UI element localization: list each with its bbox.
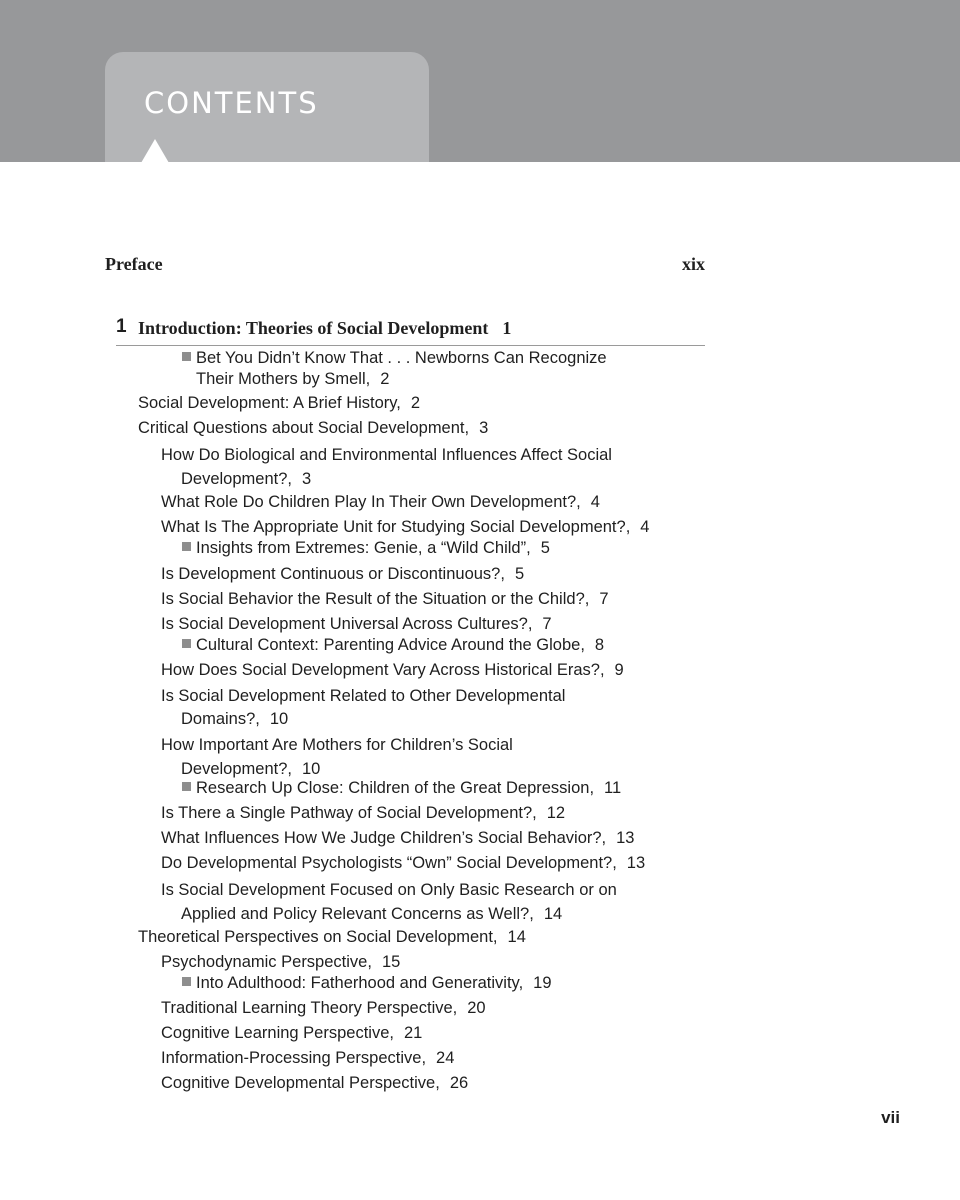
- page-number: vii: [881, 1108, 900, 1127]
- toc-entry: [161, 878, 617, 926]
- toc-entry: [138, 418, 488, 439]
- toc-entry-title: Cognitive Developmental Perspective,: [161, 1074, 440, 1092]
- toc-entry: [138, 393, 420, 414]
- toc-entry: [161, 853, 645, 874]
- toc-entry-continuation: [161, 467, 612, 491]
- toc-box-entry: [182, 778, 621, 799]
- toc-entry-title: Social Development: A Brief History,: [138, 394, 401, 412]
- toc-entry-title: Psychodynamic Perspective,: [161, 953, 372, 971]
- toc-entry: [161, 660, 624, 681]
- toc-entry-page: 14: [507, 928, 526, 946]
- toc-entry: [161, 733, 513, 781]
- toc-entry-title-cont: Their Mothers by Smell,: [196, 370, 371, 388]
- square-bullet-icon: [182, 542, 191, 551]
- page-title: CONTENTS: [144, 86, 319, 120]
- toc-entry-title: What Role Do Children Play In Their Own Development?,: [161, 493, 581, 511]
- toc-entry: [161, 1073, 468, 1094]
- toc-entry-page: 9: [614, 661, 624, 679]
- toc-entry-title: Is There a Single Pathway of Social Development?,: [161, 804, 537, 822]
- toc-entry-page: 2: [380, 370, 390, 388]
- toc-entry-page: 12: [546, 804, 566, 822]
- toc-entry-title-cont: Domains?,: [181, 710, 260, 728]
- toc-entry-title: Is Social Behavior the Result of the Situation or the Child?,: [161, 590, 590, 608]
- toc-entry-page: 2: [410, 394, 421, 412]
- toc-entry-page: 15: [381, 953, 401, 971]
- toc-entry-page: 7: [542, 615, 552, 633]
- toc-entry: [161, 564, 524, 585]
- toc-entry-title: Bet You Didn’t Know That . . . Newborns Can Recognize: [196, 349, 607, 367]
- toc-entry-page: 4: [640, 518, 650, 536]
- square-bullet-icon: [182, 352, 191, 361]
- toc-entry-title: What Is The Appropriate Unit for Studying Social Development?,: [161, 518, 631, 536]
- toc-entry-page: 3: [479, 419, 489, 437]
- toc-entry-title: Into Adulthood: Fatherhood and Generativity,: [196, 974, 524, 992]
- toc-entry-page: 19: [533, 974, 552, 992]
- toc-entry-title: Is Social Development Universal Across Cultures?,: [161, 615, 533, 633]
- toc-entry-page: 10: [301, 760, 321, 778]
- toc-entry-page: 13: [626, 854, 646, 872]
- toc-entry-page: 8: [594, 636, 605, 654]
- toc-entry: [161, 517, 649, 538]
- toc-entry-title: Cultural Context: Parenting Advice Around the Globe,: [196, 636, 585, 654]
- toc-entry: [161, 828, 634, 849]
- square-bullet-icon: [182, 977, 191, 986]
- toc-entry-page: 5: [540, 539, 550, 557]
- toc-entry-title: Information-Processing Perspective,: [161, 1049, 427, 1067]
- toc-entry-page: 26: [449, 1074, 469, 1092]
- toc-entry-page: 13: [616, 829, 635, 847]
- toc-entry-page: 24: [436, 1049, 455, 1067]
- toc-box-entry: [182, 538, 550, 559]
- toc-entry: [161, 589, 609, 610]
- toc-entry: [161, 998, 486, 1019]
- toc-entry-page: 4: [590, 493, 600, 511]
- toc-entry-title-cont: Development?,: [181, 470, 292, 488]
- toc-entry-title-cont: Applied and Policy Relevant Concerns as Well?,: [181, 905, 534, 923]
- square-bullet-icon: [182, 782, 191, 791]
- toc-entry: [161, 492, 600, 513]
- toc-entry: [161, 952, 400, 973]
- toc-entry: [161, 443, 612, 491]
- toc-entry-title: Traditional Learning Theory Perspective,: [161, 999, 458, 1017]
- preface-entry: [105, 254, 705, 278]
- toc-entry-page: 7: [599, 590, 609, 608]
- toc-entry: [161, 1023, 422, 1044]
- chapter-heading: [116, 316, 705, 346]
- toc-entry-title: Insights from Extremes: Genie, a “Wild Child”,: [196, 539, 531, 557]
- toc-entry-title: Theoretical Perspectives on Social Development,: [138, 928, 498, 946]
- toc-box-entry: [182, 635, 604, 656]
- toc-entry-page: 14: [543, 905, 563, 923]
- toc-entry-title: Cognitive Learning Perspective,: [161, 1024, 394, 1042]
- toc-entry-page: 10: [269, 710, 289, 728]
- toc-entry-title: How Does Social Development Vary Across Historical Eras?,: [161, 661, 605, 679]
- toc-entry-title-cont: Development?,: [181, 760, 292, 778]
- toc-entry-title: How Important Are Mothers for Children’s Social: [161, 736, 513, 754]
- toc-entry-continuation: [161, 708, 565, 731]
- toc-entry: [161, 1048, 454, 1069]
- toc-entry-continuation: [161, 902, 617, 926]
- chapter-number: 1: [116, 316, 127, 337]
- toc-entry-page: 5: [514, 565, 525, 583]
- toc-entry-continuation: [182, 369, 607, 390]
- square-bullet-icon: [182, 639, 191, 648]
- toc-entry-page: 11: [604, 779, 622, 797]
- toc-entry-title: Do Developmental Psychologists “Own” Social Development?,: [161, 854, 617, 872]
- toc-entry-title: How Do Biological and Environmental Influences Affect Social: [161, 446, 612, 464]
- preface-label: Preface: [105, 254, 163, 274]
- toc-box-entry: [182, 973, 552, 994]
- chapter-page: 1: [502, 318, 512, 338]
- preface-page: xix: [681, 254, 705, 274]
- toc-entry: [161, 685, 565, 731]
- toc-entry-title: Research Up Close: Children of the Great Depression,: [196, 779, 595, 797]
- toc-entry: [161, 614, 552, 635]
- toc-entry-title: Critical Questions about Social Development,: [138, 419, 470, 437]
- chapter-title: [138, 318, 511, 339]
- toc-entry-page: 21: [403, 1024, 423, 1042]
- toc-entry-text: [182, 349, 607, 390]
- toc-entry-title: Is Social Development Focused on Only Basic Research or on: [161, 881, 617, 899]
- toc-entry-title: What Influences How We Judge Children’s Social Behavior?,: [161, 829, 607, 847]
- toc-entry: [138, 927, 526, 948]
- toc-entry-page: 20: [467, 999, 486, 1017]
- chapter-title-text: Introduction: Theories of Social Development: [138, 318, 489, 338]
- tab-notch-icon: [141, 139, 169, 163]
- toc-entry-title: Is Social Development Related to Other Developmental: [161, 687, 566, 705]
- toc-entry: [161, 803, 565, 824]
- toc-box-entry: [182, 348, 607, 390]
- toc-entry-page: 3: [301, 470, 312, 488]
- toc-entry-title: Is Development Continuous or Discontinuous?,: [161, 565, 505, 583]
